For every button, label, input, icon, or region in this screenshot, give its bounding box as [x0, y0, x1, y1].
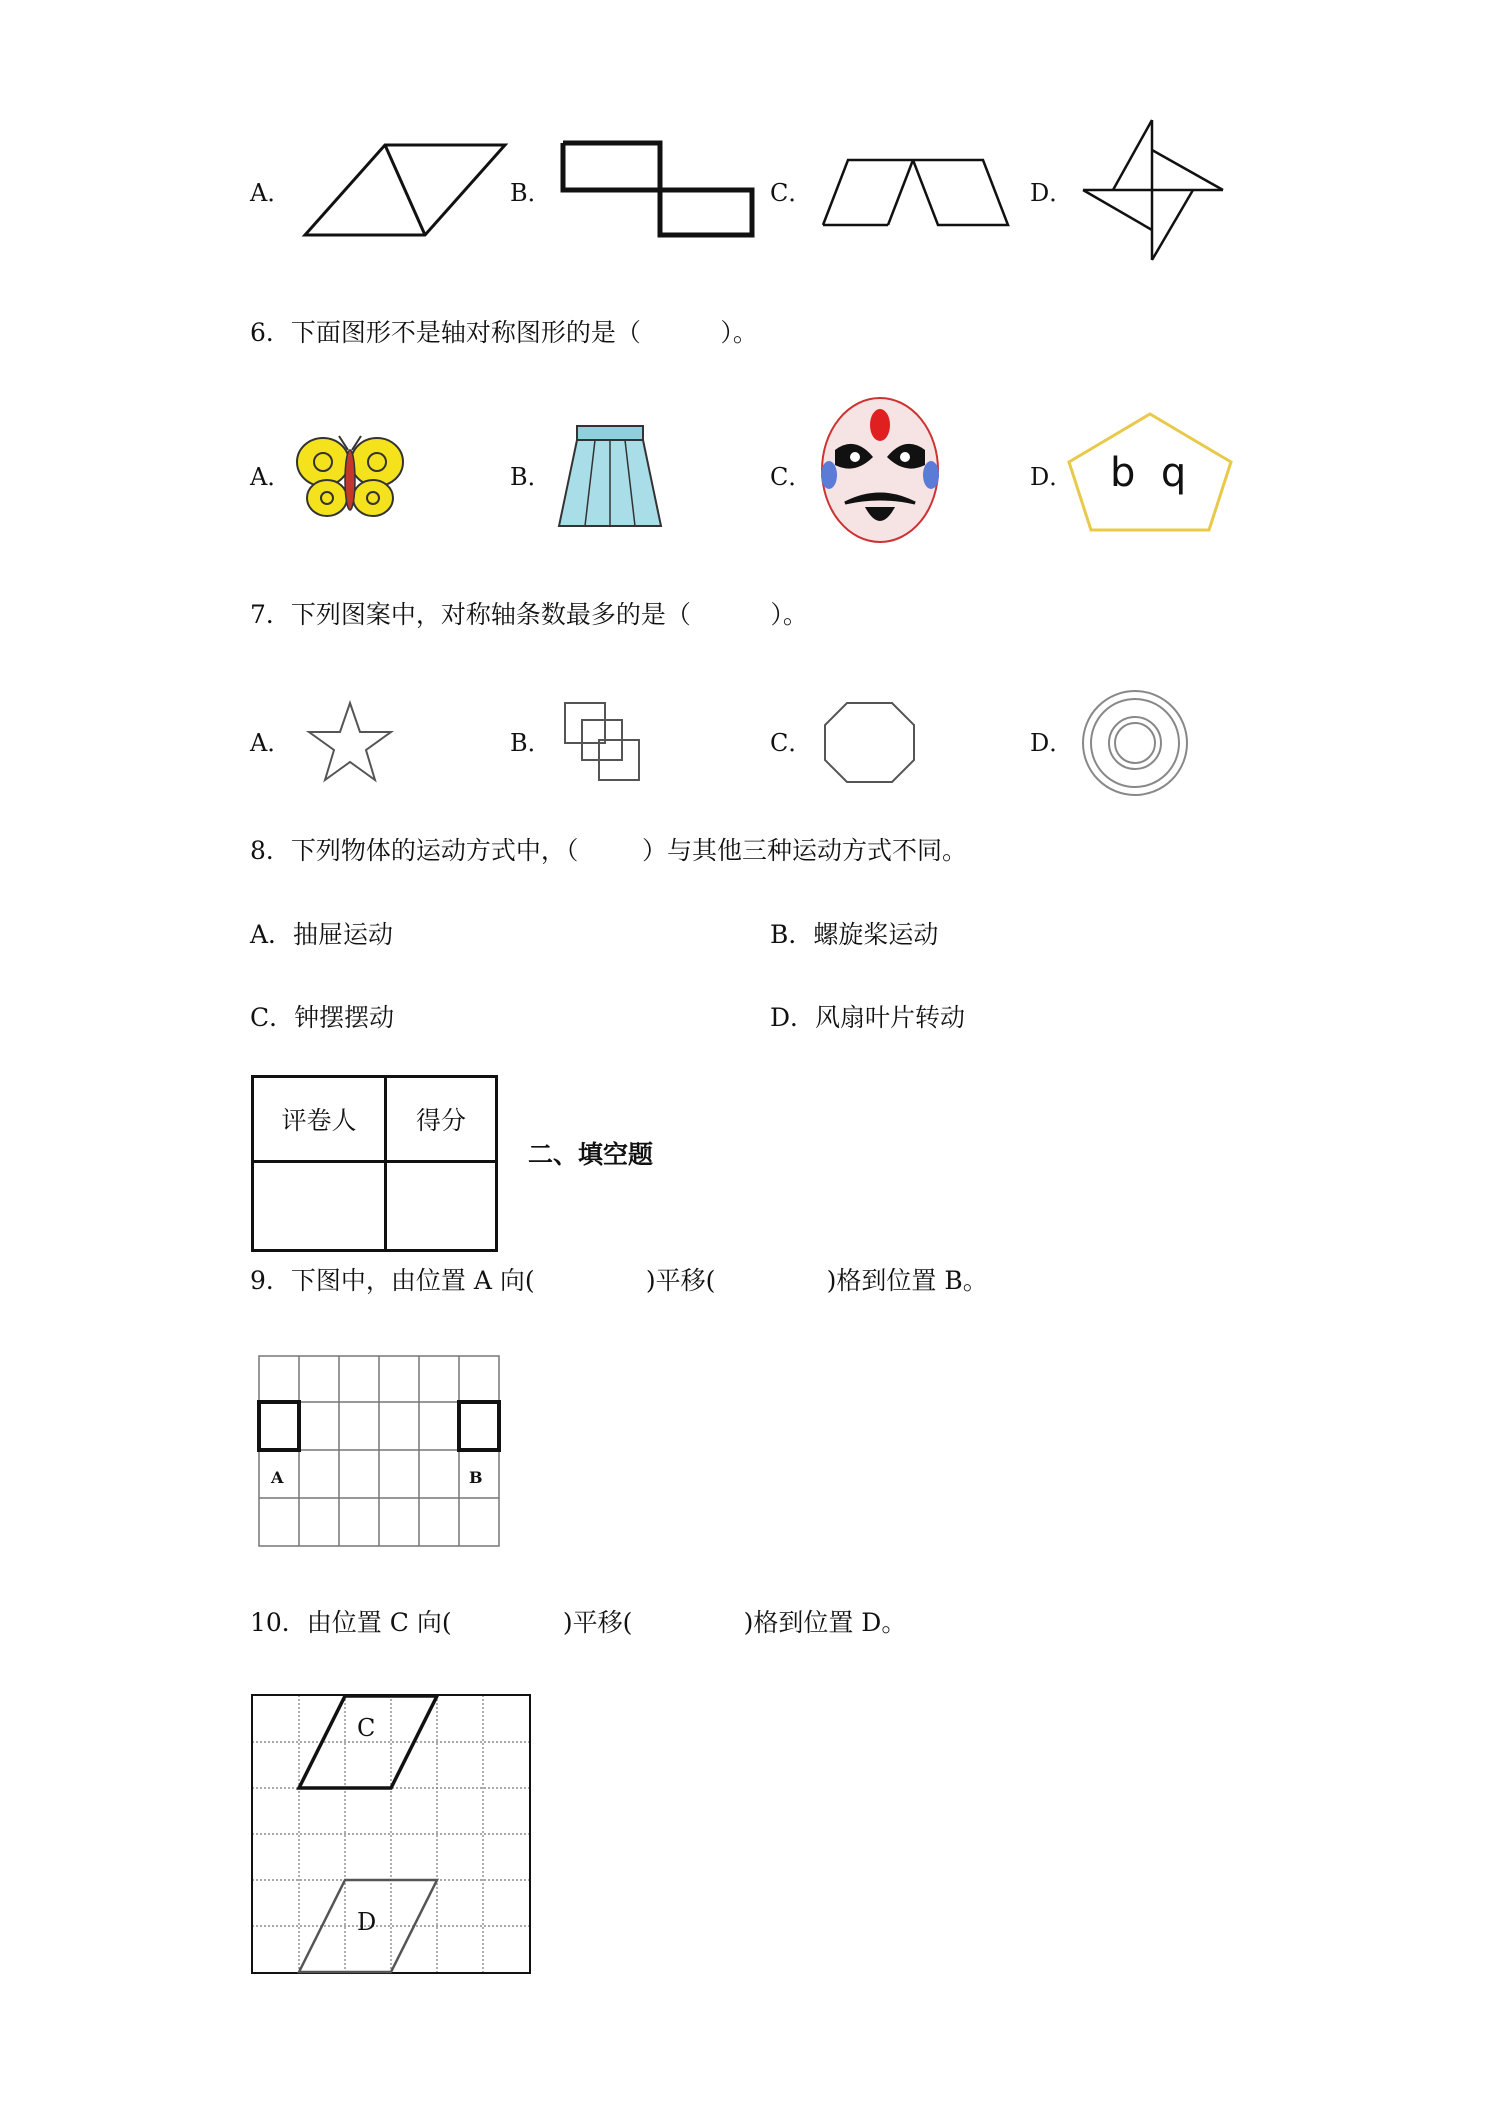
section-title: 二、填空题	[528, 1140, 654, 1169]
q6-option-b-label: B．	[510, 463, 552, 491]
q6-option-a-label: A．	[250, 463, 292, 491]
q8-text: 8．下列物体的运动方式中，（ ）与其他三种运动方式不同。	[250, 836, 967, 865]
concentric-circles-icon	[1080, 688, 1190, 798]
q8-option-a: A．抽屉运动	[250, 920, 394, 949]
grader-cell	[253, 1162, 386, 1251]
q5-figure-a-parallelogram	[300, 140, 510, 240]
q5-figure-c-bent-parallelograms	[818, 155, 1018, 235]
q9-text: 9．下图中，由位置 A 向( )平移( )格到位置 B。	[250, 1266, 988, 1295]
score-header: 得分	[386, 1077, 497, 1162]
grader-header: 评卷人	[253, 1077, 386, 1162]
q10-label-d: D	[357, 1908, 377, 1936]
q5-option-d-label: D．	[1030, 179, 1074, 207]
q6-option-c-label: C．	[770, 463, 813, 491]
q7-option-d-label: D．	[1030, 729, 1074, 757]
q10-label-c: C	[357, 1714, 376, 1742]
octagon-icon	[822, 700, 917, 785]
score-cell	[386, 1162, 497, 1251]
q10-grid-figure	[251, 1694, 533, 1976]
q10-text: 10．由位置 C 向( )平移( )格到位置 D。	[250, 1608, 907, 1637]
q8-option-d: D．风扇叶片转动	[770, 1003, 966, 1032]
q6-option-d-label: D．	[1030, 463, 1074, 491]
q7-option-a-label: A．	[250, 729, 292, 757]
q7-option-b-label: B．	[510, 729, 552, 757]
opera-mask-icon	[815, 395, 945, 545]
q5-option-a-label: A．	[250, 179, 292, 207]
q6-d-letters: b q	[1110, 450, 1187, 496]
star-icon	[305, 700, 395, 785]
score-table	[251, 1075, 498, 1252]
q9-label-b: B	[469, 1468, 483, 1487]
q7-text: 7．下列图案中，对称轴条数最多的是（ ）。	[250, 600, 808, 629]
q7-option-c-label: C．	[770, 729, 813, 757]
q5-figure-b-rectangles	[560, 140, 760, 240]
q5-figure-d-pinwheel	[1078, 115, 1228, 265]
butterfly-icon	[295, 432, 405, 522]
q5-option-b-label: B．	[510, 179, 552, 207]
overlapping-squares-icon	[562, 700, 647, 785]
q5-option-c-label: C．	[770, 179, 813, 207]
q6-text: 6．下面图形不是轴对称图形的是（ ）。	[250, 318, 758, 347]
q8-option-b: B．螺旋桨运动	[770, 920, 939, 949]
q8-option-c: C．钟摆摆动	[250, 1003, 395, 1032]
q9-grid-figure	[258, 1355, 502, 1549]
q9-label-a: A	[271, 1468, 284, 1487]
skirt-icon	[555, 422, 665, 532]
